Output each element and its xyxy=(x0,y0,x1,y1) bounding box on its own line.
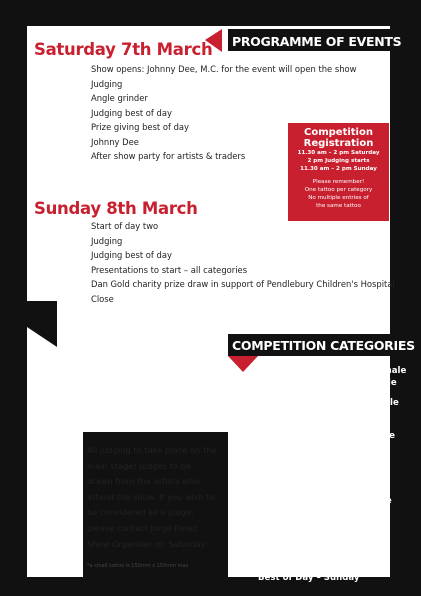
registration-box xyxy=(288,123,389,221)
judging-info: All judging to take place on the main stage! Judges to be drawn from the artists who attend the show. If you wish to be considered as a judge, please contact Jorge Perez, Show Organiser on Saturday. xyxy=(87,445,217,549)
event-description: Close xyxy=(91,293,114,304)
category-item: Black and grey tattoo – female xyxy=(258,366,407,376)
event-description: Presentations to start – all categories xyxy=(91,264,248,275)
category-item: Best Old School xyxy=(258,475,335,486)
category-group xyxy=(258,365,408,389)
category-group xyxy=(258,495,408,519)
category-group xyxy=(258,527,408,551)
category-group xyxy=(258,397,408,421)
category-item: Celtic/Tribal tattoo – male xyxy=(258,507,383,518)
event-description: Show opens: Johnny Dee, M.C. for the event will open the show xyxy=(91,64,357,74)
registration-line: 2 pm Judging starts xyxy=(307,158,370,164)
category-item: Sleeve tattoo – female xyxy=(258,528,367,539)
category-group xyxy=(258,559,408,583)
registration-line: 11.30 am – 2 pm Sunday xyxy=(300,166,377,172)
category-item: Celtic/Tribal tattoo – female xyxy=(258,495,392,506)
registration-title: Competition Registration xyxy=(303,127,374,149)
event-description: Start of day two xyxy=(91,221,159,231)
event-description: Dan Gold charity prize draw in support of Pendlebury Children's Hospital xyxy=(91,279,395,289)
category-item: Small colour tattoo* – male xyxy=(258,410,390,421)
event-description: Judging xyxy=(91,78,123,89)
category-item: Sleeve tattoo – male xyxy=(258,540,357,551)
saturday-heading: Saturday 7th March xyxy=(34,40,213,59)
programme-title: PROGRAMME OF EVENTS xyxy=(232,34,402,49)
category-item: Small colour tattoo* – female xyxy=(258,398,399,409)
category-item: Best Portrait xyxy=(258,463,321,474)
registration-line: 11.30 am – 2 pm Saturday xyxy=(297,150,380,156)
event-description: After show party for artists & traders xyxy=(91,151,246,161)
category-item: Large colour tattoo – female xyxy=(258,430,395,441)
category-item: Best of Day – Sunday xyxy=(258,572,360,583)
red-pointer-categories xyxy=(228,356,258,372)
sunday-heading: Sunday 8th March xyxy=(34,199,198,218)
event-description: Angle grinder xyxy=(91,93,148,103)
category-item: Black and grey tattoo – male xyxy=(258,378,397,389)
event-description: Judging best of day xyxy=(91,250,172,260)
event-description: Judging best of day xyxy=(91,107,172,118)
size-footnote: *a small tattoo is 150mm x 150mm max xyxy=(87,563,189,569)
registration-note: Please remember! xyxy=(312,179,365,185)
event-description: Judging xyxy=(91,235,123,246)
event-description: Johnny Dee xyxy=(91,136,139,147)
registration-note: One tattoo per category xyxy=(304,187,373,193)
category-group xyxy=(258,430,408,454)
categories-list xyxy=(258,365,408,592)
category-group xyxy=(258,462,408,486)
category-item: Large colour tattoo – male xyxy=(258,443,386,454)
event-description: Prize giving best of day xyxy=(91,122,190,132)
categories-title: COMPETITION CATEGORIES xyxy=(232,338,415,353)
category-item: Best of Day – Saturday xyxy=(258,560,368,571)
registration-note: No multiple entries of xyxy=(308,195,369,201)
registration-note: the same tattoo xyxy=(316,203,361,209)
